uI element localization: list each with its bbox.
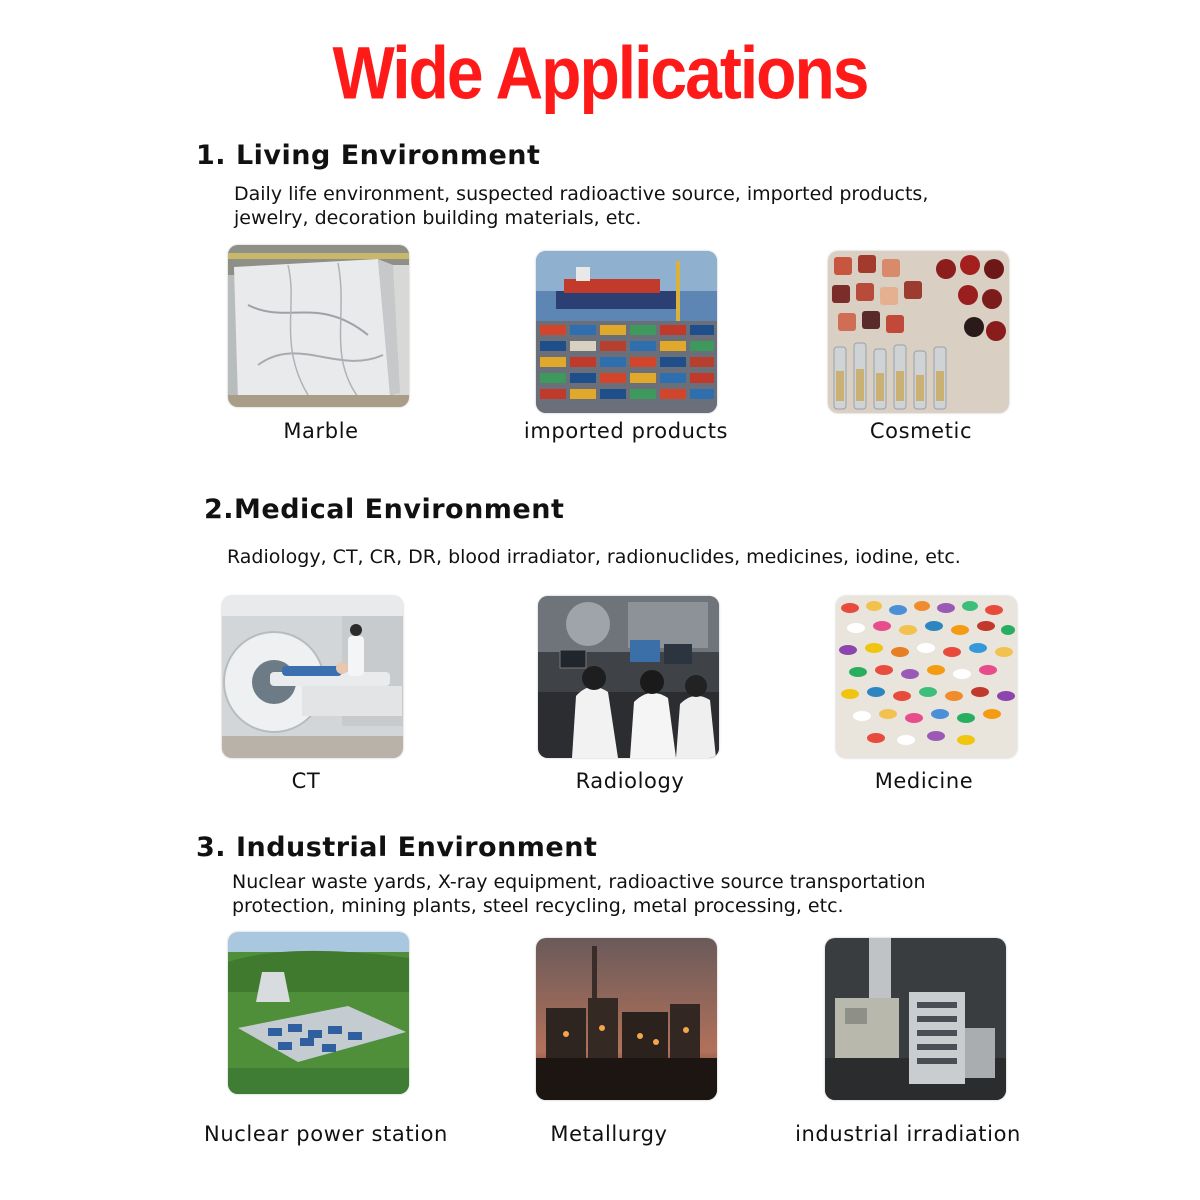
irradiation-equipment-photo [825, 938, 1006, 1100]
caption-nuclear-power-station: Nuclear power station [204, 1122, 448, 1146]
steel-mill-photo [536, 938, 717, 1100]
section-heading-living: 1. Living Environment [196, 140, 541, 171]
page-title: Wide Applications [332, 31, 868, 114]
description-line: Daily life environment, suspected radioactive source, imported products, [234, 183, 929, 205]
cosmetics-photo [828, 251, 1009, 413]
nuclear-plant-photo [228, 932, 409, 1094]
radiology-room-photo [538, 596, 719, 758]
container-ship-photo [536, 251, 717, 413]
caption-metallurgy: Metallurgy [550, 1122, 668, 1146]
caption-radiology: Radiology [575, 769, 685, 793]
marble-slabs-photo [228, 245, 409, 407]
description-line: jewelry, decoration building materials, etc. [234, 207, 642, 229]
description-line: Radiology, CT, CR, DR, blood irradiator, radionuclides, medicines, iodine, etc. [227, 546, 961, 568]
section-heading-industrial: 3. Industrial Environment [196, 832, 598, 863]
ct-scanner-photo [222, 596, 403, 758]
section-heading-medical: 2.Medical Environment [204, 494, 565, 525]
pills-photo [836, 596, 1017, 758]
caption-industrial-irradiation: industrial irradiation [795, 1122, 1021, 1146]
description-line: protection, mining plants, steel recycling, metal processing, etc. [232, 895, 844, 917]
caption-imported-products: imported products [523, 419, 729, 443]
caption-marble: Marble [283, 419, 359, 443]
section-description-medical [227, 545, 961, 569]
caption-cosmetic: Cosmetic [869, 419, 973, 443]
caption-medicine: Medicine [874, 769, 974, 793]
description-line: Nuclear waste yards, X-ray equipment, radioactive source transportation [232, 871, 926, 893]
section-description-industrial [232, 870, 926, 918]
caption-ct: CT [291, 769, 321, 793]
section-description-living [234, 182, 928, 230]
